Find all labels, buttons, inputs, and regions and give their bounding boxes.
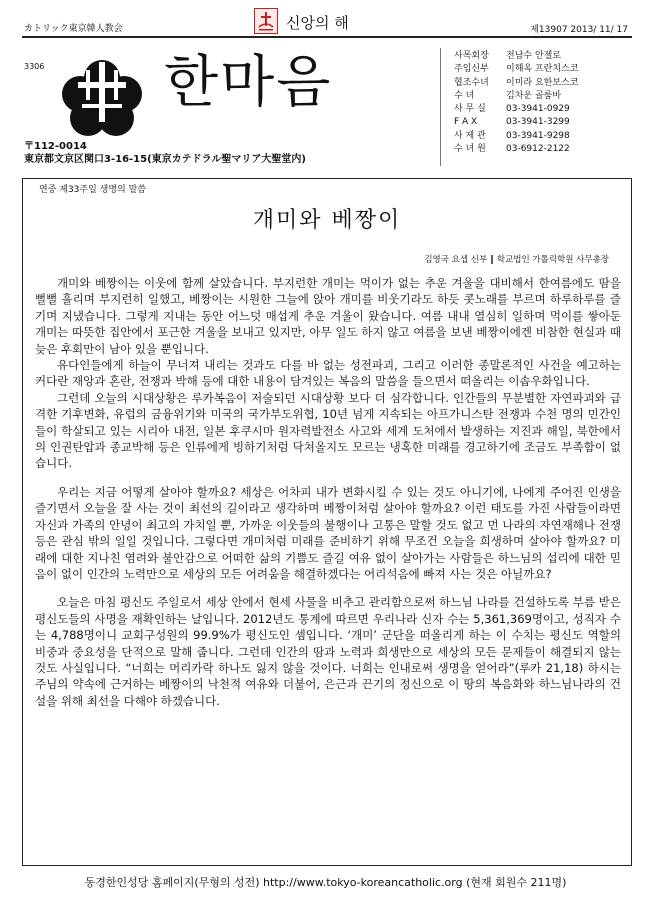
paragraph: 개미와 베짱이는 이웃에 함께 살았습니다. 부지런한 개미는 먹이가 없는 추운 겨울을 대비해서 한여름에도 땀을 뻘뻘 흘리며 부지런히 일했고, 베짱이는 시원한 그늘에 앉아 개미를 비웃기라도 하듯 콧노래를 부르며 하루하루를 즐기며 지냈습니다. 그렇게 지내는 동안 어느덧 매섭게 추운 겨울이 왔습니다. 여름 내내 열심히 일하며 먹이를 쌓아둔 개미는 따뜻한 집안에서 포근한 겨울을 보내고 있지만, 아무 일도 하지 않고 여름을 보낸 베짱이에겐 비참한 현실과 때늦은 후회만이 남아 있을 뿐입니다. — [35, 276, 621, 356]
officer-label: 수 녀 — [454, 90, 475, 101]
footer-homepage: 동경한인성당 홈페이지(무형의 성전) http://www.tokyo-koreancatholic.org (현재 회원수 211명) — [84, 876, 567, 889]
article-title: 개미와 베짱이 — [252, 208, 402, 233]
officer-value: 03-6912-2122 — [506, 144, 570, 155]
officer-label: 수 녀 원 — [454, 144, 486, 155]
officer-row — [454, 63, 632, 76]
officer-row — [454, 50, 632, 63]
officer-row — [454, 143, 632, 156]
officer-label: 사 제 관 — [454, 130, 486, 141]
paragraph: 유다인들에게 하늘이 무너져 내리는 것과도 다를 바 없는 성전파괴, 그리고 이러한 종말론적인 사건을 예고하는 커다란 재앙과 혼란, 전쟁과 박해 등에 대한 내용이 담겨있는 복음의 말씀을 들으면서 떠올리는 이솝우화입니다. — [35, 358, 621, 389]
officer-label: F A X — [454, 117, 478, 128]
officer-label: 사목회장 — [454, 51, 489, 61]
article-subtitle: 연중 제33주일 생명의 말씀 — [39, 185, 146, 195]
officer-row — [454, 90, 632, 103]
article-body — [35, 275, 621, 709]
paragraph: 그런데 오늘의 시대상황은 루카복음이 저술되던 시대상황 보다 더 심각합니다. 인간들의 무분별한 자연파괴와 급격한 기후변화, 유럽의 금융위기와 미국의 국가부도위협, 10년 넘게 지속되는 아프가니스탄 전쟁과 수천 명의 민간인들이 학살되고 있는 시리아 내전, 일본 후쿠시마 원자력발전소 사고와 세계 도처에서 발생하는 지진과 해일, 북한에서의 인권탄압과 종교박해 등은 인류에게 빙하기처럼 닥쳐올지도 모르는 냉혹한 미래를 경고하기에 조금도 부족함이 없습니다. — [35, 390, 621, 471]
officer-value: 전남수 안젤로 — [506, 51, 562, 61]
paragraph: 우리는 지금 어떻게 살아야 할까요? 세상은 어차피 내가 변화시킬 수 있는 것도 아니기에, 나에게 주어진 인생을 즐기면서 오늘을 잘 사는 것이 최선의 길이라고 생각하며 베짱이처럼 살아야 할까요? 이런 태도를 가진 사람들이라면 자신과 가족의 안녕이 최고의 가치일 뿐, 가까운 이웃들의 불행이나 고통은 말할 것도 없고 먼 나라의 자연재해나 전쟁 등은 관심 밖의 일일 것입니다. 그렇다면 개미처럼 미래를 준비하기 위해 무조건 오늘을 희생하며 살아야 할까요? 미래에 대한 지나친 염려와 불안감으로 어떠한 삶의 기쁨도 즐길 여유 없이 살아가는 사람들은 하느님의 섭리에 대한 믿음이 없이 인간의 노력만으로 세상의 모든 어려움을 해결하겠다는 어리석음에 빠져 사는 것은 아닐까요? — [35, 484, 621, 581]
header-divider — [440, 48, 441, 166]
officer-row — [454, 77, 632, 90]
officer-value: 이해옥 프란치스코 — [506, 64, 579, 75]
church-emblem-icon — [52, 48, 152, 148]
officer-value: 03-3941-0929 — [506, 104, 570, 115]
article-box — [22, 178, 632, 866]
officer-value: 03-3941-9298 — [506, 130, 570, 141]
year-of-faith-logo-icon — [254, 8, 278, 34]
address — [24, 140, 306, 166]
officer-label: 주임신부 — [454, 64, 489, 75]
church-name: カトリック東京韓人教会 — [24, 24, 123, 34]
officer-row — [454, 130, 632, 143]
issue-date: 제13907 2013/ 11/ 17 — [530, 25, 628, 35]
issue-code: 3306 — [24, 62, 45, 71]
year-of-faith-title: 신앙의 해 — [286, 14, 349, 32]
paragraph: 오늘은 마침 평신도 주일로서 세상 안에서 현세 사물을 비추고 관리함으로써 하느님 나라를 건설하도록 부름 받은 평신도들의 사명을 재확인하는 날입니다. 2012년도 통계에 따르면 우리나라 신자 수는 5,361,369명이고, 성직자 수는 4,788명이니 교회구성원의 99.9%가 평신도인 셈입니다. ‘개미’ 군단을 떠올리게 하는 이 수치는 평신도 역할의 비중과 중요성을 단적으로 말해 줍니다. 그런데 인간의 땀과 노력과 희생만으로 세상의 모든 문제들이 해결되지 않는 것도 사실입니다. “너희는 머리카락 하나도 잃지 않을 것이다. 너희는 인내로써 생명을 얻어라”(루카 21,18) 하시는 주님의 약속에 근거하는 베짱이의 낙천적 여유와 더불어, 은근과 끈기의 정신으로 이 땅의 복음화와 하느님나라의 건설을 위해 최선을 다해야 하겠습니다. — [35, 595, 621, 708]
officers-list — [454, 50, 632, 156]
street-address: 東京都文京区関口3-16-15(東京カテドラル聖マリア大聖堂内) — [24, 154, 306, 165]
officer-label: 사 무 실 — [454, 104, 486, 115]
article-byline: 김영국 요셉 신부 ‖ 학교법인 가톨릭학원 사무총장 — [424, 255, 609, 265]
officer-value: 03-3941-3299 — [506, 117, 570, 128]
officer-value: 김차운 골룸바 — [506, 90, 562, 101]
officer-row — [454, 103, 632, 116]
newsletter-header — [22, 40, 632, 168]
officer-row — [454, 116, 632, 129]
officer-label: 협조수녀 — [454, 77, 489, 88]
masthead-title: 한마음 — [164, 50, 333, 115]
top-bar — [22, 8, 632, 38]
postal-code: 〒112-0014 — [24, 141, 87, 152]
officer-value: 이미라 요한보스코 — [506, 77, 579, 88]
